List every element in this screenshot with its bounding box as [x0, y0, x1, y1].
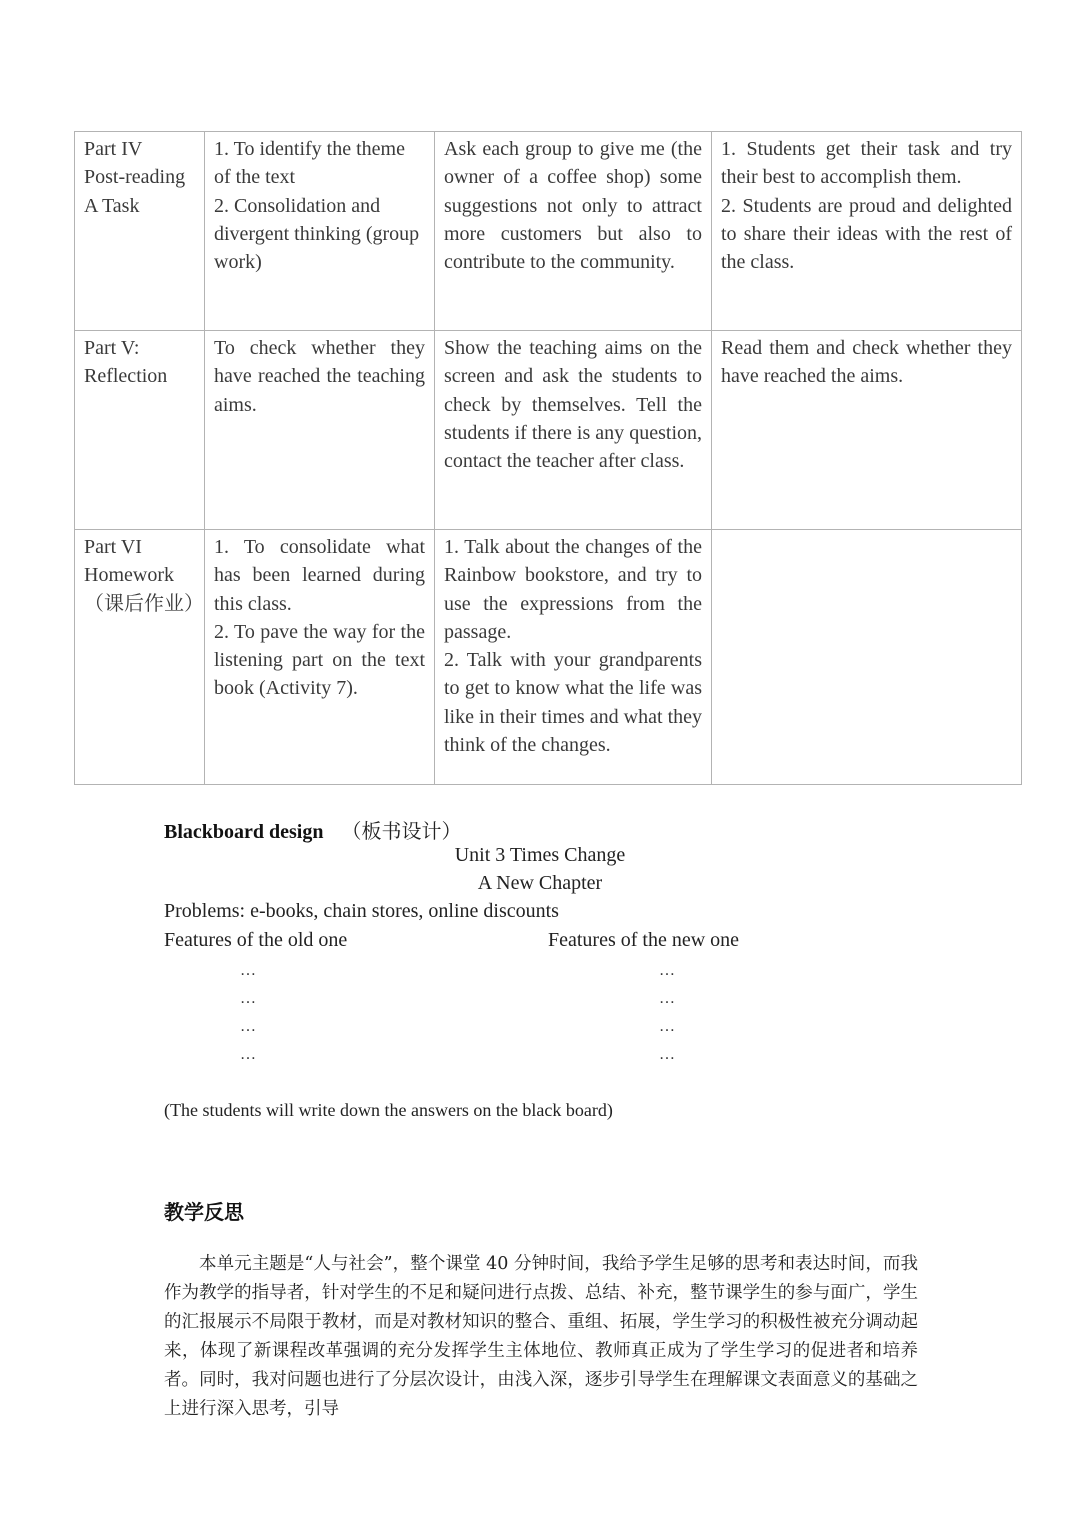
ellipsis: …	[659, 1046, 675, 1063]
reflection-paragraph: 本单元主题是“人与社会”，整个课堂 40 分钟时间，我给予学生足够的思考和表达时间，而我作为教学的指导者，针对学生的不足和疑问进行点拨、总结、补充，整节课学生的参与面广，学生的汇报展示不局限于教材，而是对教材知识的整合、重组、拓展，学生学习的积极性被充分调动起来，体现了新课程改革强调的充分发挥学生主体地位、教师真正成为了学生学习的促进者和培养者。同时，我对问题也进行了分层次设计，由浅入深，逐步引导学生在理解课文表面意义的基础之上进行深入思考，引导	[164, 1254, 918, 1419]
ellipsis: …	[240, 1046, 256, 1063]
aims-cell: 1. To consolidate what has been learned during this class. 2. To pave the way for the listening part on the text book (Activity 7).	[205, 530, 435, 785]
old-features-label: Features of the old one	[164, 929, 348, 951]
ellipsis: …	[240, 990, 256, 1007]
teacher-activity-cell: 1. Talk about the changes of the Rainbow bookstore, and try to use the expressions from the passage. 2. Talk with your grandparents to get to know what the life was like in their times and what they think of the changes.	[435, 530, 712, 785]
teacher-activity-cell: Ask each group to give me (the owner of a coffee shop) some suggestions not only to attract more customers but also to contribute to the community.	[435, 132, 712, 331]
student-activity-cell: Read them and check whether they have reached the aims.	[712, 331, 1022, 530]
stage-cell: Part VI Homework （课后作业）	[75, 530, 205, 785]
ellipsis: …	[240, 962, 256, 979]
student-activity-cell: 1. Students get their task and try their best to accomplish them. 2. Students are proud and delighted to share their ideas with the rest of the class.	[712, 132, 1022, 331]
lesson-plan-table	[74, 131, 1022, 785]
problems-line: Problems: e-books, chain stores, online discounts	[164, 900, 559, 922]
chapter-title: A New Chapter	[477, 872, 603, 894]
blackboard-note: (The students will write down the answers on the black board)	[164, 1100, 613, 1120]
aims-cell: To check whether they have reached the teaching aims.	[205, 331, 435, 530]
table-row	[75, 530, 1022, 785]
aims-cell: 1. To identify the theme of the text 2. Consolidation and divergent thinking (group work)	[205, 132, 435, 331]
ellipsis: …	[659, 990, 675, 1007]
student-activity-cell	[712, 530, 1022, 785]
unit-title: Unit 3 Times Change	[454, 844, 626, 866]
table-row	[75, 331, 1022, 530]
ellipsis: …	[659, 962, 675, 979]
reflection-heading: 教学反思	[164, 1200, 244, 1224]
new-features-label: Features of the new one	[548, 929, 740, 951]
table-row	[75, 132, 1022, 331]
teacher-activity-cell: Show the teaching aims on the screen and ask the students to check by themselves. Tell the students if there is any question, contact the teacher after class.	[435, 331, 712, 530]
ellipsis: …	[240, 1018, 256, 1035]
blackboard-design-title: Blackboard design （板书设计）	[164, 821, 462, 843]
stage-cell: Part IV Post-reading A Task	[75, 132, 205, 331]
stage-cell: Part V: Reflection	[75, 331, 205, 530]
ellipsis: …	[659, 1018, 675, 1035]
